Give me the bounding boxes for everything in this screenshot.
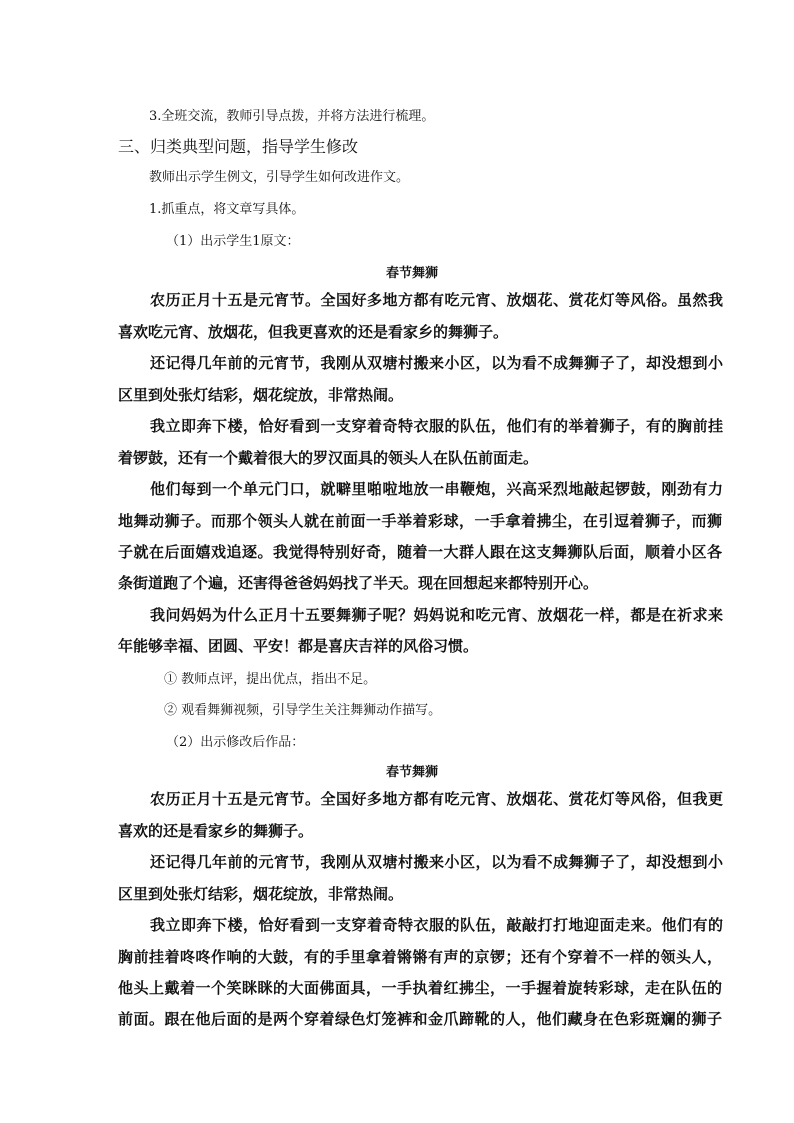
original-line: 我问妈妈为什么正月十五要舞狮子呢？妈妈说和吃元宵、放烟花一样，都是在祈求来 (150, 606, 724, 624)
revised-line: 农历正月十五是元宵节。全国好多地方都有吃元宵、放烟花、赏花灯等风俗，但我更 (150, 790, 724, 808)
revised-line: 他头上戴着一个笑眯眯的大面佛面具，一手执着红拂尘，一手握着旋转彩球，走在队伍的 (118, 979, 723, 997)
original-line: 子就在后面嬉戏追逐。我觉得特别好奇，随着一大群人跟在这支舞狮队后面，顺着小区各 (118, 543, 723, 561)
sub-point-2: （2）出示修改后作品： (166, 735, 305, 750)
revised-line: 区里到处张灯结彩，烟花绽放，非常热闹。 (118, 885, 404, 903)
teacher-note: 教师出示学生例文，引导学生如何改进作文。 (149, 170, 410, 185)
original-line: 年能够幸福、团圆、平安！都是喜庆吉祥的风俗习惯。 (118, 637, 479, 655)
original-line: 着锣鼓，还有一个戴着很大的罗汉面具的领头人在队伍前面走。 (118, 449, 539, 467)
revised-line: 我立即奔下楼，恰好看到一支穿着奇特衣服的队伍，敲敲打打地迎面走来。他们有的 (150, 916, 724, 934)
revised-line: 喜欢的还是看家乡的舞狮子。 (118, 822, 314, 840)
original-line: 区里到处张灯结彩，烟花绽放，非常热闹。 (118, 386, 404, 404)
teacher-step-2: ② 观看舞狮视频，引导学生关注舞狮动作描写。 (164, 703, 442, 718)
original-line: 还记得几年前的元宵节，我刚从双塘村搬来小区，以为看不成舞狮子了，却没想到小 (150, 354, 724, 372)
point-1: 1.抓重点，将文章写具体。 (149, 202, 305, 217)
sub-point-1: （1）出示学生1原文： (166, 234, 300, 249)
original-line: 我立即奔下楼，恰好看到一支穿着奇特衣服的队伍，他们有的举着狮子，有的胸前挂 (150, 417, 724, 435)
original-line: 农历正月十五是元宵节。全国好多地方都有吃元宵、放烟花、赏花灯等风俗。虽然我 (150, 291, 724, 309)
teacher-step-1: ① 教师点评，提出优点，指出不足。 (164, 672, 377, 687)
revised-line: 还记得几年前的元宵节，我刚从双塘村搬来小区，以为看不成舞狮子了，却没想到小 (150, 853, 724, 871)
original-line: 喜欢吃元宵、放烟花，但我更喜欢的还是看家乡的舞狮子。 (118, 323, 509, 341)
original-line: 地舞动狮子。而那个领头人就在前面一手举着彩球，一手拿着拂尘，在引逗着狮子，而狮 (118, 512, 723, 530)
revised-essay-title: 春节舞狮 (386, 765, 439, 780)
section-heading: 三、归类典型问题，指导学生修改 (118, 137, 359, 156)
step-3-text: 3.全班交流，教师引导点拨，并将方法进行梳理。 (149, 109, 435, 124)
original-line: 他们每到一个单元门口，就噼里啪啦地放一串鞭炮，兴高采烈地敲起锣鼓，刚劲有力 (150, 480, 724, 498)
original-line: 条街道跑了个遍，还害得爸爸妈妈找了半天。现在回想起来都特别开心。 (118, 574, 599, 592)
revised-line: 前面。跟在他后面的是两个穿着绿色灯笼裤和金爪蹄靴的人，他们藏身在色彩斑斓的狮子 (118, 1010, 723, 1028)
revised-line: 胸前挂着咚咚作响的大鼓，有的手里拿着锵锵有声的京锣；还有个穿着不一样的领头人， (118, 948, 723, 966)
original-essay-title: 春节舞狮 (386, 266, 439, 281)
